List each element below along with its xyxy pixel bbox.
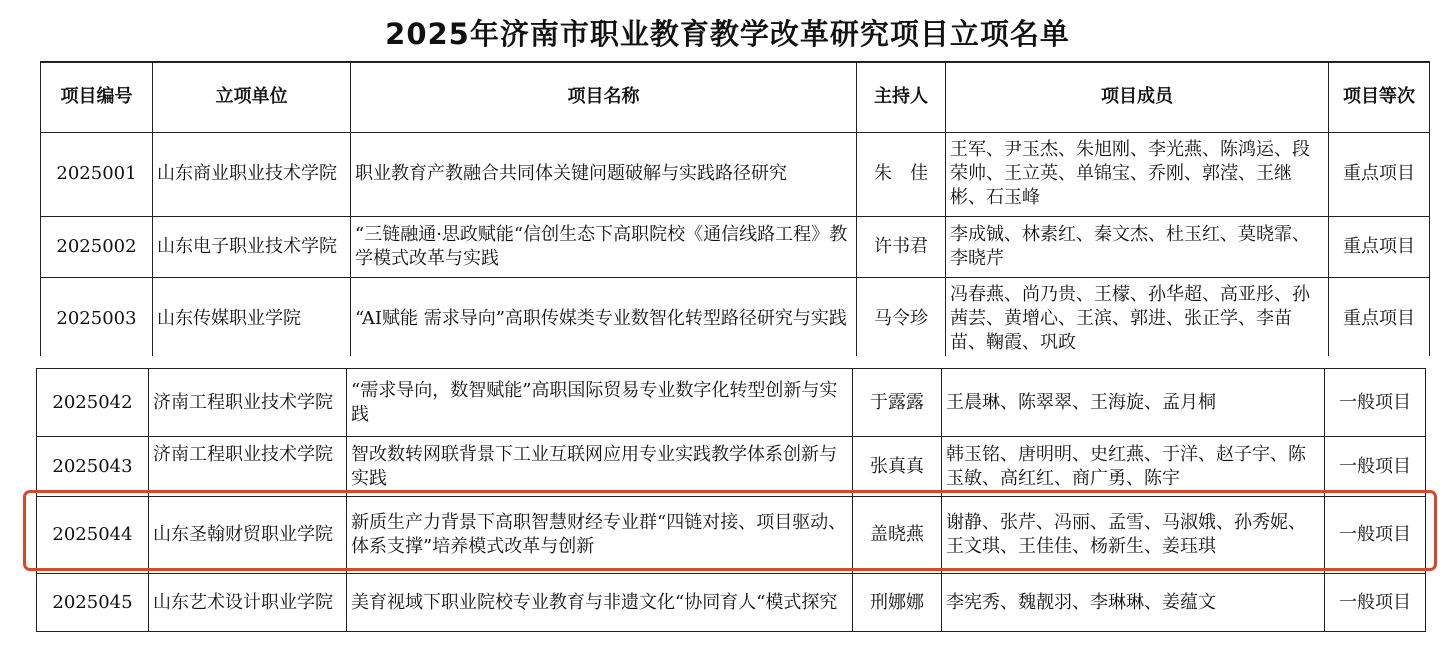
project-name: “AI赋能 需求导向”高职传媒类专业数智化转型路径研究与实践 — [351, 277, 857, 361]
project-host: 马令珍 — [857, 277, 946, 361]
project-level: 重点项目 — [1329, 132, 1430, 216]
project-level: 重点项目 — [1329, 277, 1430, 361]
project-name: “需求导向，数智赋能”高职国际贸易专业数字化转型创新与实践 — [347, 369, 853, 437]
project-members-text: 韩玉铭、唐明明、史红燕、于洋、赵子宇、陈玉敏、高红红、商广勇、陈宇 — [946, 443, 1306, 489]
project-host: 张真真 — [853, 437, 942, 497]
project-id: 2025003 — [41, 277, 153, 361]
header-name: 项目名称 — [351, 62, 857, 132]
project-id: 2025043 — [37, 437, 149, 497]
project-name: 职业教育产教融合共同体关键问题破解与实践路径研究 — [351, 132, 857, 216]
header-id: 项目编号 — [41, 62, 153, 132]
table-row — [37, 437, 1426, 497]
project-unit-text: 济南工程职业技术学院 — [153, 443, 333, 465]
table-row — [41, 132, 1430, 216]
project-unit: 济南工程职业技术学院 — [149, 369, 347, 437]
project-table-bottom — [36, 368, 1426, 632]
header-host: 主持人 — [857, 62, 946, 132]
project-host: 朱 佳 — [857, 132, 946, 216]
page-title: 2025年济南市职业教育教学改革研究项目立项名单 — [385, 17, 1070, 51]
header-unit: 立项单位 — [153, 62, 351, 132]
project-members: 李宪秀、魏靓羽、李琳琳、姜蕴文 — [942, 574, 1325, 632]
project-id: 2025002 — [41, 216, 153, 277]
project-level: 一般项目 — [1325, 437, 1426, 497]
project-id: 2025045 — [37, 574, 149, 632]
project-members: 李成铖、林素红、秦文杰、杜玉红、莫晓霏、李晓芹 — [946, 216, 1329, 277]
project-level: 一般项目 — [1325, 574, 1426, 632]
project-unit: 山东电子职业技术学院 — [153, 216, 351, 277]
project-members — [942, 437, 1325, 497]
project-id: 2025001 — [41, 132, 153, 216]
screenshot-splice-gap — [0, 356, 1455, 368]
project-table-top — [40, 61, 1430, 362]
project-members: 谢静、张芹、冯丽、孟雪、马淑娥、孙秀妮、王文琪、王佳佳、杨新生、姜珏琪 — [942, 497, 1325, 574]
table-row — [37, 369, 1426, 437]
table-row — [41, 216, 1430, 277]
header-level: 项目等次 — [1329, 62, 1430, 132]
project-host: 刑娜娜 — [853, 574, 942, 632]
project-level: 一般项目 — [1325, 497, 1426, 574]
project-unit — [149, 437, 347, 497]
project-name — [347, 437, 853, 497]
project-name-text: 智改数转网联背景下工业互联网应用专业实践教学体系创新与实践 — [351, 443, 837, 489]
project-unit: 山东传媒职业学院 — [153, 277, 351, 361]
project-unit: 山东艺术设计职业学院 — [149, 574, 347, 632]
header-members: 项目成员 — [946, 62, 1329, 132]
table-row-highlighted — [37, 497, 1426, 574]
project-unit: 山东圣翰财贸职业学院 — [149, 497, 347, 574]
project-level: 一般项目 — [1325, 369, 1426, 437]
project-members: 王晨琳、陈翠翠、王海旋、孟月桐 — [942, 369, 1325, 437]
project-host: 于露露 — [853, 369, 942, 437]
table-header-row — [41, 62, 1430, 132]
project-id: 2025044 — [37, 497, 149, 574]
project-level: 重点项目 — [1329, 216, 1430, 277]
table-row — [37, 574, 1426, 632]
project-members: 冯春燕、尚乃贵、王檬、孙华超、高亚彤、孙茜芸、黄增心、王滨、郭进、张正学、李苗苗、鞠霞、巩政 — [946, 277, 1329, 361]
project-unit: 山东商业职业技术学院 — [153, 132, 351, 216]
project-name: 美育视域下职业院校专业教育与非遗文化“协同育人“模式探究 — [347, 574, 853, 632]
project-name: “三链融通·思政赋能“信创生态下高职院校《通信线路工程》教学模式改革与实践 — [351, 216, 857, 277]
project-host: 盖晓燕 — [853, 497, 942, 574]
project-id: 2025042 — [37, 369, 149, 437]
project-host: 许书君 — [857, 216, 946, 277]
project-name: 新质生产力背景下高职智慧财经专业群“四链对接、项目驱动、体系支撑”培养模式改革与创新 — [347, 497, 853, 574]
table-row — [41, 277, 1430, 361]
project-members: 王军、尹玉杰、朱旭刚、李光燕、陈鸿运、段荣帅、王立英、单锦宝、乔刚、郭滢、王继彬、石玉峰 — [946, 132, 1329, 216]
